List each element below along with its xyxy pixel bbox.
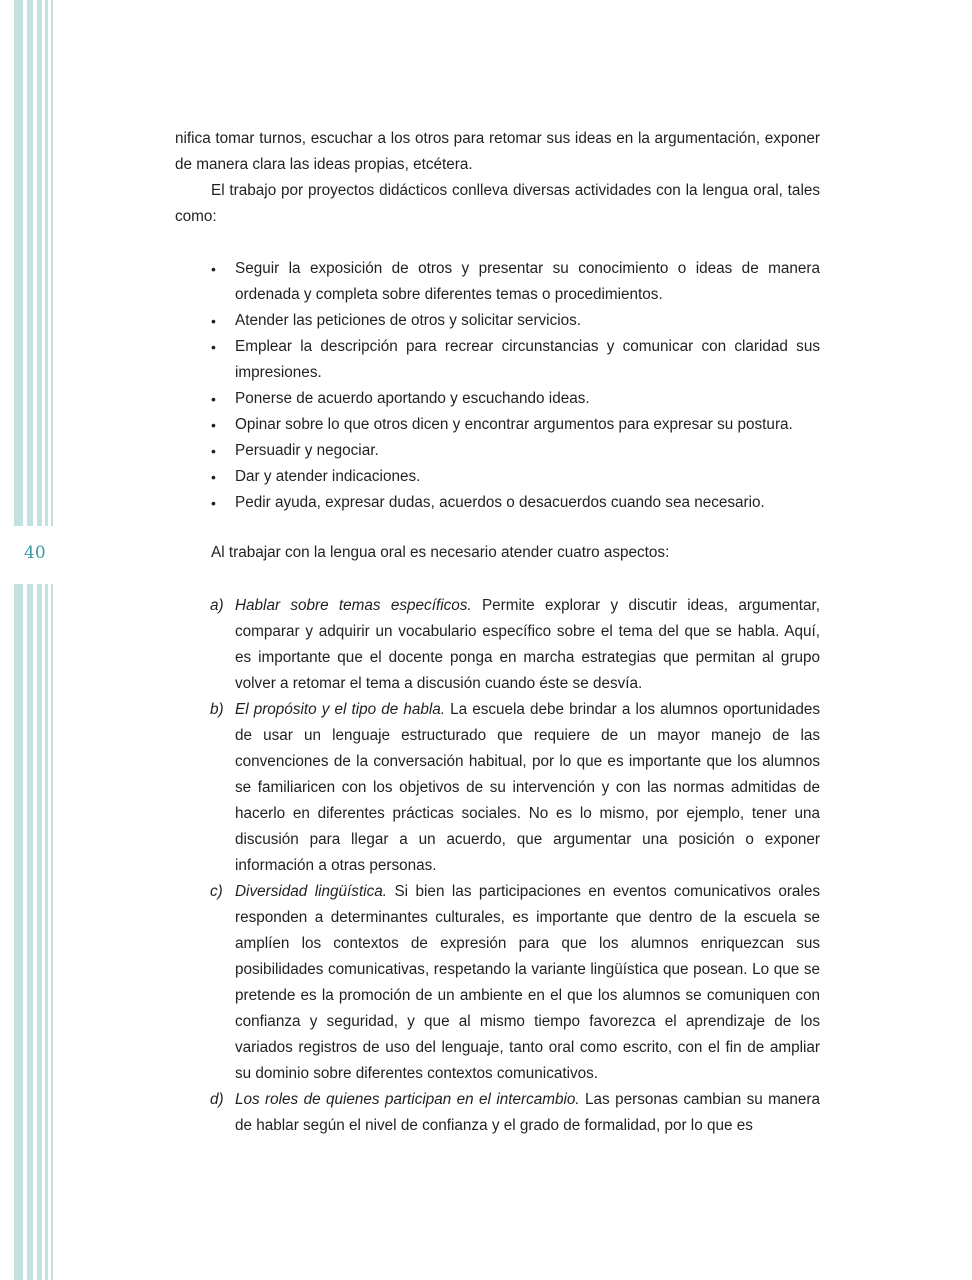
aspect-text: Si bien las participaciones en eventos comunicativos orales responden a determinantes culturales, es importante que dentro de la escuela se amplíen los contextos de expresión para que los alumnos enriquezcan sus posibilidades comunicativas, respetando la variante lingüística que posean. Lo que se pretende es la promoción de un ambiente en el que los alumnos se comuniquen con confianza y seguridad, y que al mismo tiempo favorezca el aprendizaje de los variados registros de uso del lenguaje, tanto oral como escrito, con el fin de ampliar su dominio sobre diferentes contextos comunicativos.: [235, 883, 820, 1082]
list-item: • Ponerse de acuerdo aportando y escuchando ideas.: [175, 386, 820, 412]
page-number: 40: [24, 543, 46, 563]
list-item: • Atender las peticiones de otros y solicitar servicios.: [175, 308, 820, 334]
intro-paragraph-2: El trabajo por proyectos didácticos conlleva diversas actividades con la lengua oral, tales como:: [175, 182, 820, 225]
bullet-icon: •: [211, 313, 216, 329]
bullet-icon: •: [211, 261, 216, 277]
aspect-item: [175, 697, 820, 879]
list-item: • Seguir la exposición de otros y presentar su conocimiento o ideas de manera ordenada y completa sobre diferentes temas o procedimientos.: [175, 256, 820, 308]
list-item: • Emplear la descripción para recrear circunstancias y comunicar con claridad sus impresiones.: [175, 334, 820, 386]
bullet-icon: •: [211, 391, 216, 407]
aspect-item: [175, 593, 820, 697]
list-item: • Persuadir y negociar.: [175, 438, 820, 464]
aspect-title: El propósito y el tipo de habla.: [235, 701, 446, 718]
margin-stripe: [45, 0, 48, 1280]
list-item: • Pedir ayuda, expresar dudas, acuerdos o desacuerdos cuando sea necesario.: [175, 490, 820, 516]
decorative-margin-stripes: [0, 0, 60, 1280]
aspect-item: [175, 879, 820, 1087]
aspect-title: Los roles de quienes participan en el intercambio.: [235, 1091, 580, 1108]
bullet-icon: •: [211, 417, 216, 433]
aspect-text: Permite explorar y discutir ideas, argumentar, comparar y adquirir un vocabulario específico sobre el tema del que se habla. Aquí, es importante que el docente ponga en marcha estrategias que permitan al grupo volver a retomar el tema a discusión cuando éste se desvía.: [235, 597, 820, 692]
oral-activities-list: [175, 256, 820, 516]
bullet-icon: •: [211, 339, 216, 355]
aspect-marker: c): [210, 883, 223, 900]
aspect-title: Hablar sobre temas específicos.: [235, 597, 472, 614]
bullet-icon: •: [211, 495, 216, 511]
aspect-title: Diversidad lingüística.: [235, 883, 387, 900]
margin-stripe: [37, 0, 42, 1280]
intro-text: [175, 126, 820, 230]
margin-stripe: [51, 0, 53, 1280]
list-item: • Dar y atender indicaciones.: [175, 464, 820, 490]
list-item: • Opinar sobre lo que otros dicen y encontrar argumentos para expresar su postura.: [175, 412, 820, 438]
intro-paragraph-1: nifica tomar turnos, escuchar a los otros para retomar sus ideas en la argumentación, exponer de manera clara las ideas propias, etcétera.: [175, 130, 820, 173]
aspect-marker: b): [210, 701, 224, 718]
bullet-icon: •: [211, 469, 216, 485]
aspect-marker: a): [210, 597, 224, 614]
aspect-text: La escuela debe brindar a los alumnos oportunidades de usar un lenguaje estructurado que requiere de un mayor manejo de las convenciones de la conversación habitual, por lo que es importante que los alumnos se familiaricen con los objetivos de su intervención y con las normas admitidas de hacerlo en diferentes prácticas sociales. No es lo mismo, por ejemplo, tener una discusión para llegar a un acuerdo, que argumentar una posición o exponer información a otras personas.: [235, 701, 820, 874]
aspect-text: Las personas cambian su manera de hablar según el nivel de confianza y el grado de formalidad, por lo que es: [235, 1091, 820, 1134]
margin-stripe: [14, 0, 23, 1280]
aspects-lead-sentence: Al trabajar con la lengua oral es necesario atender cuatro aspectos:: [211, 544, 670, 561]
aspects-list: [175, 593, 820, 1139]
bullet-icon: •: [211, 443, 216, 459]
aspect-marker: d): [210, 1091, 224, 1108]
margin-stripe: [27, 0, 33, 1280]
aspect-item: [175, 1087, 820, 1139]
